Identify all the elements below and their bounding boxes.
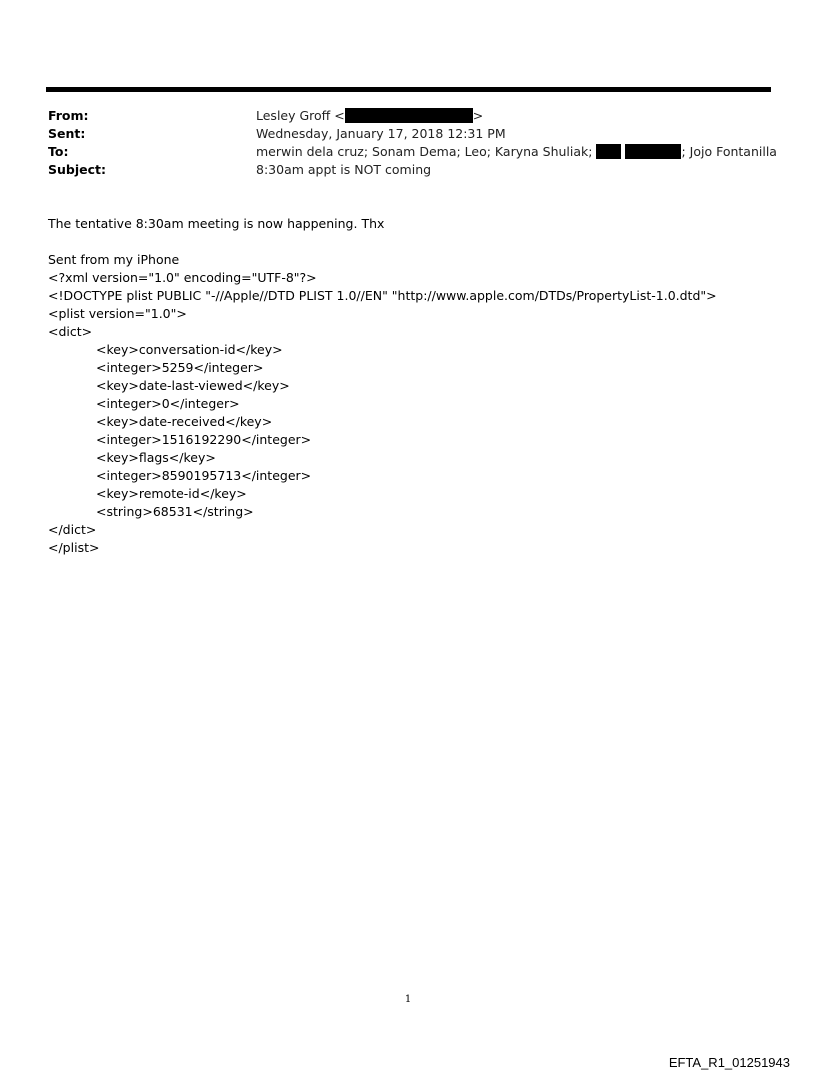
to-recipients: merwin dela cruz; Sonam Dema; Leo; Karyna Shuliak;	[256, 144, 593, 159]
from-suffix: >	[472, 108, 484, 123]
dict-entry: <integer>1516192290</integer>	[96, 432, 312, 447]
plist-close: </plist>	[48, 540, 100, 555]
redaction-box	[625, 144, 681, 159]
dict-close: </dict>	[48, 522, 97, 537]
from-value	[256, 107, 483, 125]
redaction-box	[345, 108, 473, 123]
header-rule	[46, 87, 771, 92]
document-id: EFTA_R1_01251943	[668, 1055, 790, 1070]
plist-open: <plist version="1.0">	[48, 306, 187, 321]
dict-entry: <integer>0</integer>	[96, 396, 240, 411]
dict-entry: <key>conversation-id</key>	[96, 342, 283, 357]
dict-entry: <integer>5259</integer>	[96, 360, 264, 375]
to-label: To:	[48, 144, 69, 159]
message-text: The tentative 8:30am meeting is now happening. Thx	[48, 216, 385, 231]
from-name: Lesley Groff <	[256, 108, 345, 123]
sent-value: Wednesday, January 17, 2018 12:31 PM	[256, 126, 506, 141]
subject-value: 8:30am appt is NOT coming	[256, 162, 432, 177]
doctype-line: <!DOCTYPE plist PUBLIC "-//Apple//DTD PLIST 1.0//EN" "http://www.apple.com/DTDs/PropertyList-1.0.dtd">	[48, 288, 717, 303]
dict-entry: <integer>8590195713</integer>	[96, 468, 312, 483]
subject-label: Subject:	[48, 162, 106, 177]
dict-open: <dict>	[48, 324, 93, 339]
signature-text: Sent from my iPhone	[48, 252, 180, 267]
dict-entry: <key>remote-id</key>	[96, 486, 247, 501]
page-number: 1	[404, 994, 412, 1005]
from-label: From:	[48, 108, 89, 123]
dict-entry: <key>date-received</key>	[96, 414, 273, 429]
to-recipients-end: ; Jojo Fontanilla	[681, 144, 777, 159]
dict-entry: <string>68531</string>	[96, 504, 254, 519]
dict-entry: <key>date-last-viewed</key>	[96, 378, 290, 393]
xml-declaration: <?xml version="1.0" encoding="UTF-8"?>	[48, 270, 317, 285]
dict-entry: <key>flags</key>	[96, 450, 216, 465]
redaction-box	[596, 144, 621, 159]
to-value	[256, 143, 777, 161]
sent-label: Sent:	[48, 126, 86, 141]
